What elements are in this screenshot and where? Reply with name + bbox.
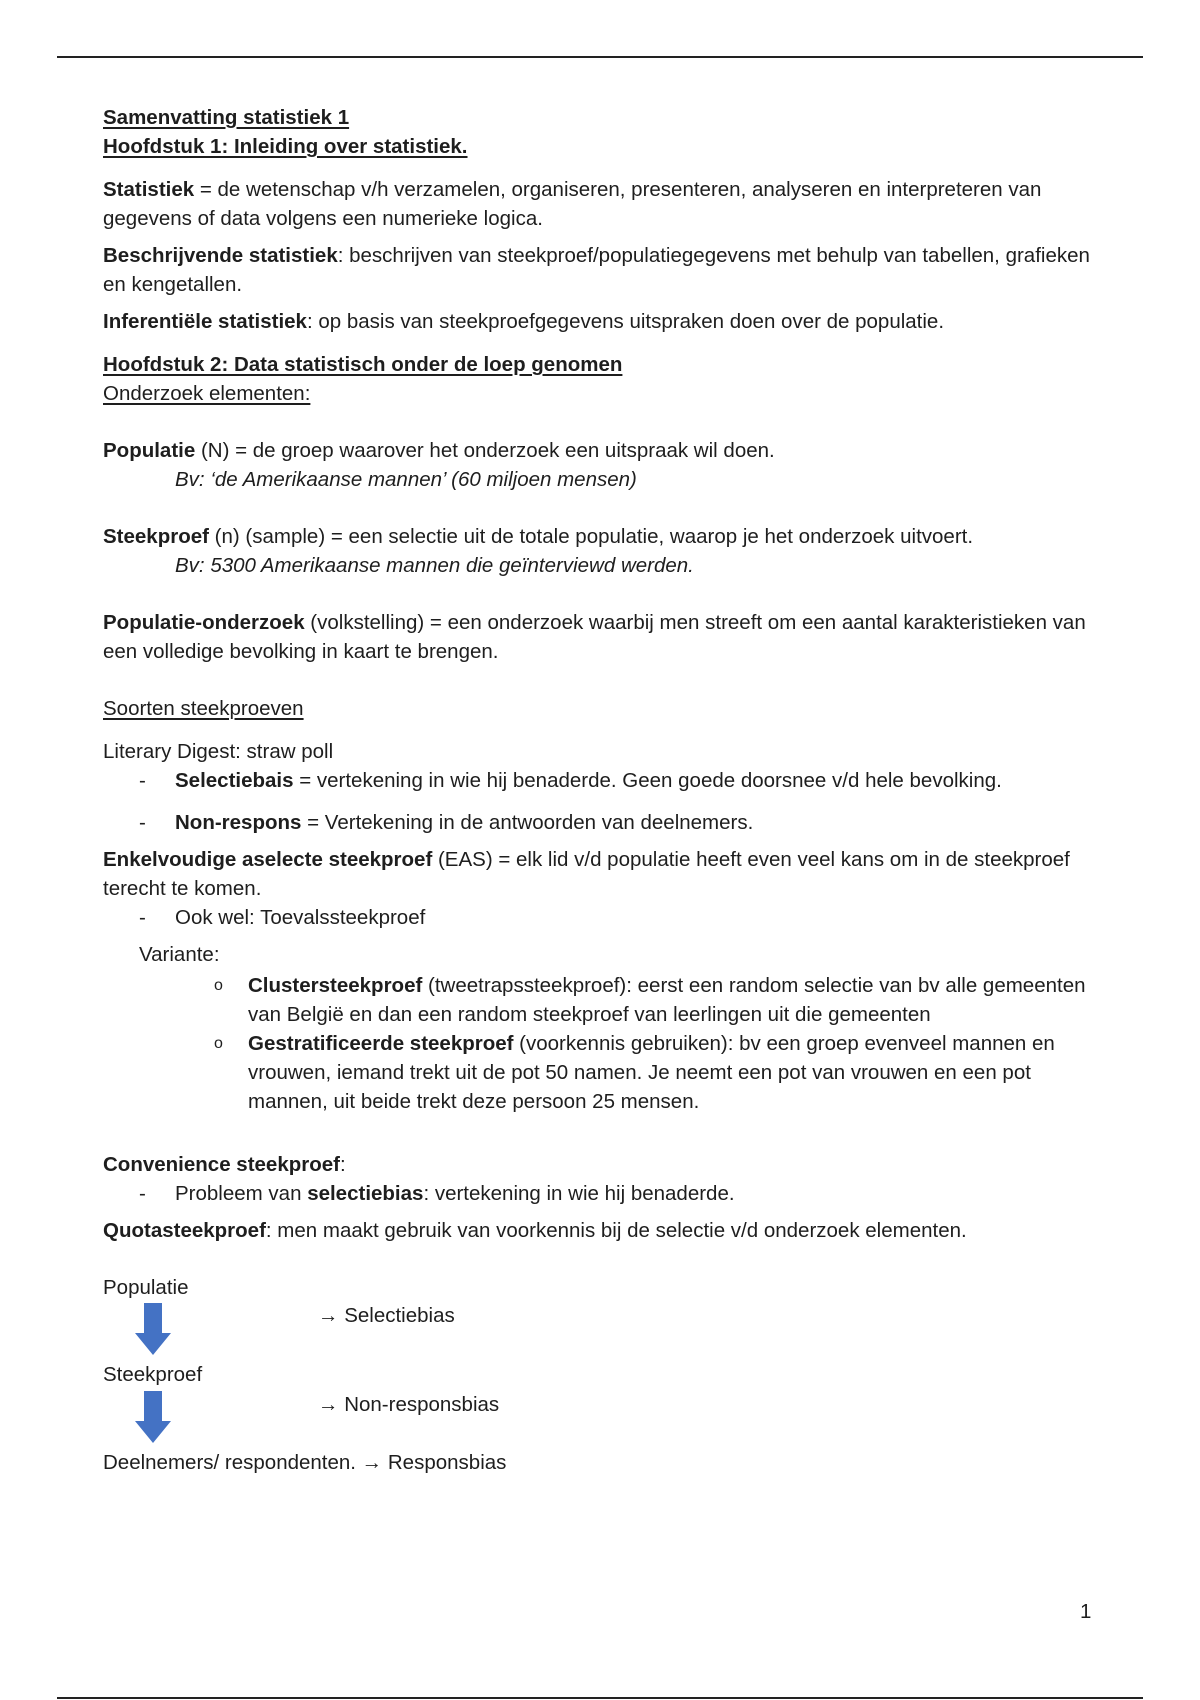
term: Statistiek bbox=[103, 178, 195, 201]
convenience-list bbox=[103, 1179, 1103, 1208]
down-arrow-icon bbox=[135, 1391, 171, 1443]
term: Inferentiële statistiek bbox=[103, 310, 307, 333]
definition-inferentieel bbox=[103, 307, 1103, 336]
term: selectiebias bbox=[307, 1182, 424, 1205]
definition-statistiek bbox=[103, 175, 1103, 233]
item-text: = Vertekening in de antwoorden van deelnemers. bbox=[301, 811, 754, 834]
document-page bbox=[103, 103, 1103, 1483]
eas-list bbox=[103, 903, 1103, 932]
definition-steekproef bbox=[103, 522, 1103, 551]
term: Enkelvoudige aselecte steekproef bbox=[103, 848, 433, 871]
term: Steekproef bbox=[103, 525, 209, 548]
definition-text: : op basis van steekproefgegevens uitspraken doen over de populatie. bbox=[306, 310, 945, 333]
item-text: Probleem van bbox=[175, 1182, 308, 1205]
chapter-1-heading: Hoofdstuk 1: Inleiding over statistiek. bbox=[103, 135, 468, 158]
definition-text: : beschrijven van steekproef/populatiegegevens met behulp van tabellen, grafieken en kengetallen. bbox=[103, 244, 1090, 296]
variants-list bbox=[103, 971, 1103, 1116]
list-item bbox=[103, 1029, 1103, 1116]
term: Selectiebais bbox=[175, 769, 294, 792]
down-arrow-icon bbox=[135, 1303, 171, 1355]
item-text: = vertekening in wie hij benaderde. Geen goede doorsnee v/d hele bevolking. bbox=[293, 769, 1002, 792]
example-steekproef: Bv: 5300 Amerikaanse mannen die geïnterviewd werden. bbox=[175, 554, 694, 577]
definition-beschrijvend bbox=[103, 241, 1103, 299]
bias-flow-diagram bbox=[103, 1273, 1103, 1483]
flow-populatie: Populatie bbox=[103, 1276, 189, 1299]
document-title: Samenvatting statistiek 1 bbox=[103, 106, 350, 129]
flow-deelnemers: Deelnemers/ respondenten. → Responsbias bbox=[103, 1451, 507, 1474]
literary-list bbox=[103, 766, 1103, 837]
definition-populatie bbox=[103, 436, 1103, 465]
variante-label: Variante: bbox=[139, 943, 220, 966]
subheading-onderzoek-elementen: Onderzoek elementen: bbox=[103, 382, 311, 405]
definition-text: (EAS) = elk lid v/d populatie heeft even veel kans om in de steekproef terecht te komen. bbox=[103, 848, 1070, 900]
definition-text: = de wetenschap v/h verzamelen, organiseren, presenteren, analyseren en interpreteren van gegevens of data volgens een numerieke logica. bbox=[103, 178, 1042, 230]
term: Clustersteekproef bbox=[248, 974, 423, 997]
list-item bbox=[103, 1179, 1103, 1208]
chapter-2-heading: Hoofdstuk 2: Data statistisch onder de loep genomen bbox=[103, 353, 623, 376]
flow-steekproef: Steekproef bbox=[103, 1363, 203, 1386]
definition-convenience bbox=[103, 1150, 1103, 1179]
list-item bbox=[103, 971, 1103, 1029]
literary-digest-line: Literary Digest: straw poll bbox=[103, 740, 334, 763]
definition-text: (volkstelling) = een onderzoek waarbij men streeft om een aantal karakteristieken van een volledige bevolking in kaart te brengen. bbox=[103, 611, 1086, 663]
footer-rule bbox=[57, 1697, 1143, 1699]
flow-nonresponsbias: → Non-responsbias bbox=[318, 1393, 500, 1416]
item-text: : vertekening in wie hij benaderde. bbox=[423, 1182, 735, 1205]
term: Populatie bbox=[103, 439, 196, 462]
definition-text: (N) = de groep waarover het onderzoek een uitspraak wil doen. bbox=[195, 439, 775, 462]
term: Beschrijvende statistiek bbox=[103, 244, 338, 267]
flow-selectiebias: → Selectiebias bbox=[318, 1304, 455, 1327]
item-text: (tweetrapssteekproef): eerst een random selectie van bv alle gemeenten van België en dan een random steekproef van leerlingen uit die gemeenten bbox=[248, 974, 1086, 1026]
definition-text: : bbox=[339, 1153, 346, 1176]
term: Populatie-onderzoek bbox=[103, 611, 305, 634]
term: Gestratificeerde steekproef bbox=[248, 1032, 514, 1055]
term: Non-respons bbox=[175, 811, 302, 834]
header-rule bbox=[57, 56, 1143, 58]
definition-text: : men maakt gebruik van voorkennis bij de selectie v/d onderzoek elementen. bbox=[265, 1219, 967, 1242]
example-populatie: Bv: ‘de Amerikaanse mannen’ (60 miljoen mensen) bbox=[175, 468, 637, 491]
definition-text: (n) (sample) = een selectie uit de totale populatie, waarop je het onderzoek uitvoert. bbox=[208, 525, 974, 548]
term: Quotasteekproef bbox=[103, 1219, 266, 1242]
definition-quota bbox=[103, 1216, 1103, 1245]
definition-populatie-onderzoek bbox=[103, 608, 1103, 666]
subheading-soorten-steekproeven: Soorten steekproeven bbox=[103, 697, 304, 720]
list-item: - Ook wel: Toevalssteekproef bbox=[103, 903, 1103, 932]
page-number: 1 bbox=[1080, 1600, 1092, 1623]
list-item bbox=[103, 766, 1103, 795]
item-text: (voorkennis gebruiken): bv een groep evenveel mannen en vrouwen, iemand trekt uit de pot 50 namen. Je neemt een pot van vrouwen en een pot mannen, uit beide trekt deze persoon 25 mensen. bbox=[248, 1032, 1055, 1113]
term: Convenience steekproef bbox=[103, 1153, 340, 1176]
definition-eas bbox=[103, 845, 1103, 903]
list-item bbox=[103, 808, 1103, 837]
